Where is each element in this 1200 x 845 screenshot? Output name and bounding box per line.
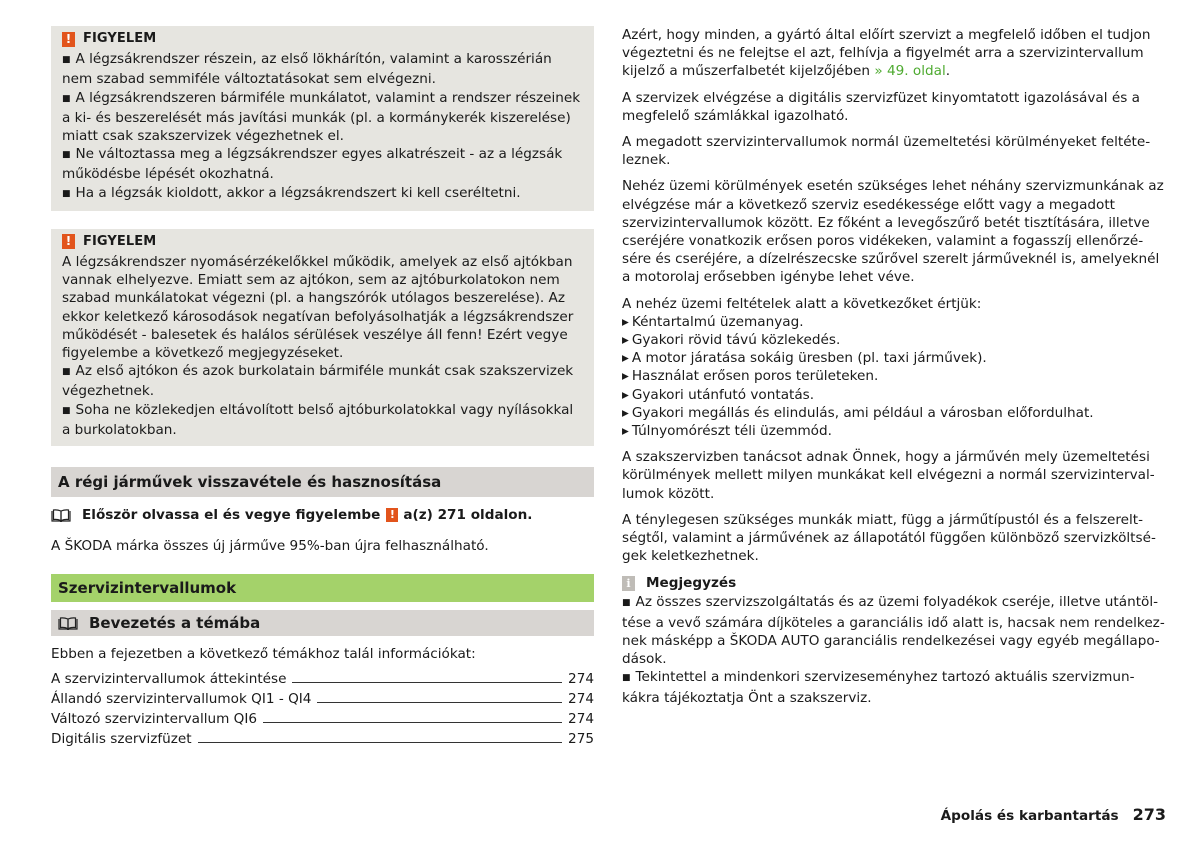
normal-conditions-text: A megadott szervizintervallumok normál üzemeltetési körülményeket feltételeznek. (622, 134, 1151, 169)
info-icon: i (622, 576, 635, 591)
note-title: Megjegyzés (646, 575, 737, 592)
warning-box-1 (51, 26, 594, 211)
toc-page: 274 (568, 711, 594, 728)
table-of-contents (51, 667, 594, 747)
warning-title: FIGYELEM (83, 233, 157, 249)
service-costs-text: A ténylegesen szükséges munkák miatt, függ a járműtípustól és a felszereltségtől, valamint a járművének az állapotától függően különböző szervizköltségek keletkezhetnek. (622, 511, 1156, 565)
skoda-recycling-text: A ŠKODA márka összes új járműve 95%-ban újra felhasználható. (51, 538, 489, 555)
page-footer (941, 805, 1166, 824)
page-link[interactable]: » 49. oldal (874, 63, 946, 80)
note-header (622, 573, 1166, 593)
warning-bullet: ■ Ne változtassa meg a légzsákrendszer egyes alkatrészeit - az a légzsák működésbe lépését okozhatná. (62, 145, 585, 183)
exclamation-icon: ! (62, 234, 75, 249)
right-column (622, 26, 1166, 707)
warning-bullet: ■ Az első ajtókon és azok burkolatain bármiféle munkát csak szakszervizek végezhetnek. (62, 362, 585, 400)
toc-page: 275 (568, 731, 594, 748)
note-box (622, 573, 1166, 706)
toc-label: Állandó szervizintervallumok QI1 - QI4 (51, 691, 312, 708)
toc-page: 274 (568, 671, 594, 688)
condition-item: ▸ A motor járatása sokáig üresben (pl. taxi járművek). (622, 349, 1166, 367)
left-column (51, 26, 594, 747)
page-number: 273 (1132, 805, 1166, 824)
service-proof-text: A szervizek elvégzése a digitális szervizfüzet kinyomtatott igazolásával és a megfelelő számlákkal igazolható. (622, 89, 1140, 124)
toc-label: A szervizintervallumok áttekintése (51, 671, 287, 688)
toc-leader (263, 722, 562, 723)
toc-leader (317, 702, 562, 703)
toc-leader (292, 682, 562, 683)
warning-box-2 (51, 229, 594, 446)
condition-item: ▸ Gyakori megállás és elindulás, ami például a városban előfordulhat. (622, 404, 1166, 422)
exclamation-icon: ! (386, 508, 398, 522)
exclamation-icon: ! (62, 32, 75, 47)
book-icon (58, 617, 78, 630)
toc-item[interactable] (51, 707, 594, 727)
warning-bullet: ■ A légzsákrendszer részein, az első lökhárítón, valamint a karosszérián nem szabad semmiféle változtatásokat sem elvégezni. (62, 50, 585, 88)
book-icon (51, 509, 71, 522)
note-bullet: ■ Tekintettel a mindenkori szervizeseményhez tartozó aktuális szervizmunkákra tájékoztatja Önt a szakszerviz. (622, 668, 1166, 706)
toc-label: Digitális szervizfüzet (51, 731, 192, 748)
first-read-notice (51, 505, 594, 525)
toc-item[interactable] (51, 727, 594, 747)
toc-label: Változó szervizintervallum QI6 (51, 711, 258, 728)
subsection-title: Bevezetés a témába (89, 614, 261, 633)
section-title-old-vehicles: A régi járművek visszavétele és hasznosítása (51, 467, 594, 497)
toc-leader (198, 742, 562, 743)
warning-bullet: ■ A légzsákrendszeren bármiféle munkálatot, valamint a rendszer részeinek a ki- és beszerelését más javítási munkák (pl. a kormánykerék kiszerelése) miatt csak szakszervizek végezhetnek el. (62, 89, 585, 146)
conditions-list (622, 295, 1166, 441)
toc-page: 274 (568, 691, 594, 708)
workshop-advice-text: A szakszervizben tanácsot adnak Önnek, hogy a járművén mely üzemeltetési körülmények mellett milyen munkákat kell elvégezni a normál szervizintervallumok között. (622, 449, 1155, 502)
condition-item: ▸ Gyakori rövid távú közlekedés. (622, 331, 1166, 349)
service-reminder-end: . (945, 63, 951, 80)
warning-bullet: ■ Soha ne közlekedjen eltávolított belső ajtóburkolatokkal vagy nyílásokkal a burkolatokban. (62, 401, 585, 439)
warning-header (62, 233, 585, 251)
condition-item: ▸ Használat erősen poros területeken. (622, 367, 1166, 385)
condition-item: ▸ Túlnyomórészt téli üzemmód. (622, 422, 1166, 440)
subsection-introduction (51, 610, 594, 636)
section-title-service-intervals: Szervizintervallumok (51, 574, 594, 602)
condition-item: ▸ Kéntartalmú üzemanyag. (622, 313, 1166, 331)
chapter-title: Ápolás és karbantartás (940, 808, 1119, 824)
warning-bullet: ■ Ha a légzsák kioldott, akkor a légzsákrendszert ki kell cseréltetni. (62, 184, 585, 204)
warning-title: FIGYELEM (83, 31, 157, 46)
toc-item[interactable] (51, 667, 594, 687)
service-reminder-body: Azért, hogy minden, a gyártó által előírt szervizt a megfelelő időben el tudjon végeztetni és ne felejtse el azt, felhívja a figyelmét arra a szervizintervallum kijelző a műszerfalbetét kijelzőjében (622, 27, 1151, 80)
toc-item[interactable] (51, 687, 594, 707)
intro-text: Ebben a fejezetben a következő témákhoz talál információkat: (51, 646, 476, 663)
warning-intro: A légzsákrendszer nyomásérzékelőkkel működik, amelyek az első ajtókban vannak elhelyezve. Emiatt sem az ajtókon, sem az ajtóburkolatokon nem szabad munkálatokat végezni (pl. a hangszórók utólagos beszerelése). Az ekkor keletkező károsodások negatívan befolyásolhatják a légzsákrendszer működését - balesetek és halálos sérülések veszélye áll fenn! Ezért vegye figyelembe a következő megjegyzéseket. (62, 254, 574, 362)
first-read-text: Először olvassa el és vegye figyelembe (82, 507, 381, 524)
condition-item: ▸ Gyakori utánfutó vontatás. (622, 386, 1166, 404)
warning-header (62, 30, 585, 48)
service-reminder-text (622, 26, 1166, 81)
hard-conditions-text: Nehéz üzemi körülmények esetén szükséges lehet néhány szervizmunkának az elvégzése már a következő szerviz esedékessége előtt vagy a megadott szervizintervallumok között. Ez főként a levegőszűrő betét tisztítására, illetve cseréjére vonatkozik erősen poros vidékeken, valamint a fogasszíj ellenőrzésére és cseréjére, a dízelrészecske szűrővel szerelt járműveknél is, amelyeknél a motorolaj erősebben igénybe lehet véve. (622, 178, 1164, 286)
note-bullet: ■ Az összes szervizszolgáltatás és az üzemi folyadékok cseréje, illetve utántöltése a vevő számára díjköteles a garanciális idő alatt is, hacsak nem rendelkeznek másképp a ŠKODA AUTO garanciális rendelkezései vagy egyéb megállapodások. (622, 593, 1166, 668)
conditions-intro: A nehéz üzemi feltételek alatt a következőket értjük: (622, 295, 982, 312)
first-read-page-ref: a(z) 271 oldalon. (403, 507, 533, 524)
